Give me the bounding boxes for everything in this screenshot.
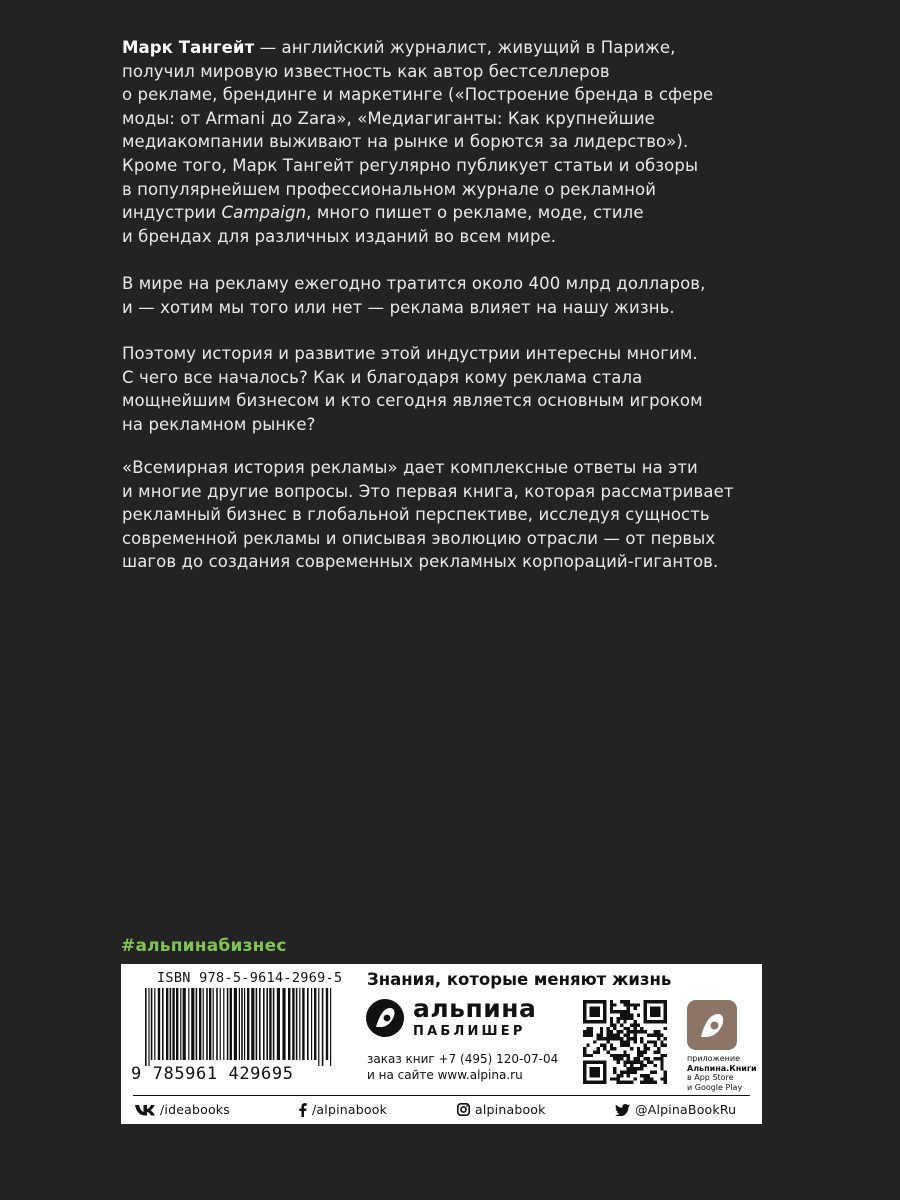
barcode-bar xyxy=(273,988,275,1060)
bio-line: получил мировую известность как автор бестселлеров xyxy=(122,61,610,81)
barcode xyxy=(133,988,343,1066)
alpina-logo-icon xyxy=(365,998,405,1038)
barcode-bar xyxy=(158,988,160,1060)
app-store-info xyxy=(687,1054,757,1092)
barcode-bar xyxy=(288,988,290,1060)
barcode-bar xyxy=(256,988,258,1060)
vk-icon xyxy=(135,1104,155,1116)
app-logo-icon xyxy=(687,1000,737,1050)
barcode-bar xyxy=(223,988,224,1060)
barcode-bar xyxy=(299,988,300,1060)
app-text-line: Альпина.Книги xyxy=(687,1063,757,1073)
text-line: современной рекламы и описывая эволюцию отрасли — от первых xyxy=(122,528,716,548)
barcode-bar xyxy=(148,988,149,1066)
barcode-bar xyxy=(183,988,186,1060)
barcode-bar xyxy=(296,988,298,1060)
barcode-bar xyxy=(199,988,201,1060)
barcode-bar xyxy=(206,988,208,1060)
magazine-name: Campaign xyxy=(221,203,307,223)
barcode-bar xyxy=(302,988,304,1060)
barcode-bar xyxy=(209,988,211,1060)
barcode-bar xyxy=(282,988,285,1060)
barcode-bar xyxy=(239,988,240,1060)
twitter-icon xyxy=(615,1104,630,1116)
bio-line: и брендах для различных изданий во всем мире. xyxy=(122,226,557,246)
back-cover-info-panel xyxy=(121,964,762,1124)
barcode-bar xyxy=(166,988,168,1060)
text-line: шагов до создания современных рекламных корпораций-гигантов. xyxy=(122,552,719,572)
barcode-bar xyxy=(180,988,181,1060)
paragraph-answers xyxy=(122,456,762,574)
social-handle: /alpinabook xyxy=(312,1102,388,1117)
barcode-bar xyxy=(230,988,232,1060)
barcode-bar xyxy=(213,988,214,1060)
barcode-bar xyxy=(191,988,194,1060)
barcode-bar xyxy=(266,988,268,1060)
barcode-bar xyxy=(322,988,324,1066)
barcode-bar xyxy=(151,988,153,1060)
barcode-bar xyxy=(241,988,243,1060)
barcode-bar xyxy=(269,988,271,1060)
barcode-bar xyxy=(311,988,312,1060)
text-line: мощнейшим бизнесом и кто сегодня является основным игроком xyxy=(122,391,703,411)
barcode-bar xyxy=(244,988,245,1060)
barcode-bar xyxy=(314,988,316,1060)
barcode-bar xyxy=(251,988,254,1060)
barcode-bar xyxy=(196,988,198,1060)
paragraph-spend xyxy=(122,272,762,319)
barcode-bar xyxy=(162,988,164,1060)
facebook-icon xyxy=(299,1103,307,1117)
instagram-icon xyxy=(457,1103,470,1116)
text-line: и — хотим мы того или нет — реклама влияет на нашу жизнь. xyxy=(122,297,675,317)
alpina-books-app-icon xyxy=(687,1000,737,1050)
text-line: С чего все началось? Как и благодаря кому реклама стала xyxy=(122,367,643,387)
barcode-bar xyxy=(292,988,294,1060)
barcode-bar xyxy=(259,988,261,1060)
barcode-bar xyxy=(227,988,229,1060)
barcode-bar xyxy=(326,988,328,1060)
slogan: Знания, которые меняют жизнь xyxy=(367,970,672,989)
text-line: «Всемирная история рекламы» дает комплексные ответы на эти xyxy=(122,458,698,477)
bio-line: медиакомпании выживают на рынке и борются за лидерство»). xyxy=(122,132,689,152)
social-handle: /ideabooks xyxy=(160,1102,230,1117)
bio-line: индустрии xyxy=(122,203,222,223)
bio-line: Кроме того, Марк Тангейт регулярно публикует статьи и обзоры xyxy=(122,155,699,175)
order-website: и на сайте www.alpina.ru xyxy=(367,1068,523,1082)
social-handle: alpinabook xyxy=(475,1102,546,1117)
barcode-bar xyxy=(176,988,178,1060)
bio-line: — английский журналист, живущий в Париже, xyxy=(254,38,676,57)
social-twitter[interactable] xyxy=(615,1102,736,1117)
divider xyxy=(133,1095,750,1096)
barcode-bar xyxy=(307,988,309,1060)
barcode-bar xyxy=(277,988,280,1060)
publisher-name: альпина xyxy=(413,994,537,1023)
barcode-bar xyxy=(330,988,331,1066)
bio-line: в популярнейшем профессиональном журнале о рекламной xyxy=(122,179,657,199)
app-text-line: и Google Play xyxy=(687,1082,743,1092)
text-line: В мире на рекламу ежегодно тратится около 400 млрд долларов, xyxy=(122,274,706,293)
bio-line: о рекламе, брендинге и маркетинге («Построение бренда в сфере xyxy=(122,85,714,105)
bio-line: , много пишет о рекламе, моде, стиле xyxy=(306,203,644,223)
social-facebook[interactable] xyxy=(299,1102,387,1117)
publisher-subtitle: ПАБЛИШЕР xyxy=(413,1024,526,1039)
barcode-bar xyxy=(188,988,189,1060)
barcode-bar xyxy=(263,988,265,1060)
ean-digits: 9 785961 429695 xyxy=(131,1064,294,1084)
text-line: рекламный бизнес в глобальной перспективе, исследуя сущность xyxy=(122,505,710,525)
barcode-bar xyxy=(203,988,204,1060)
barcode-bar xyxy=(145,988,147,1066)
barcode-bar xyxy=(154,988,155,1060)
barcode-bar xyxy=(247,988,249,1060)
text-line: Поэтому история и развитие этой индустрии интересны многим. xyxy=(122,344,698,363)
text-line: на рекламном рынке? xyxy=(122,414,316,434)
barcode-bar xyxy=(220,988,221,1060)
order-phone: заказ книг +7 (495) 120-07-04 xyxy=(367,1052,559,1066)
barcode-bar xyxy=(170,988,172,1060)
barcode-bar xyxy=(172,988,174,1060)
app-text-line: приложение xyxy=(687,1054,740,1063)
social-instagram[interactable] xyxy=(457,1102,546,1117)
app-text-line: в App Store xyxy=(687,1073,734,1082)
social-handle: @AlpinaBookRu xyxy=(635,1102,737,1117)
author-name: Марк Тангейт xyxy=(122,38,255,57)
barcode-bar xyxy=(234,988,237,1060)
text-line: и многие другие вопросы. Это первая книга, которая рассматривает xyxy=(122,481,734,501)
social-vk[interactable] xyxy=(135,1102,230,1117)
hashtag: #альпинабизнес xyxy=(121,936,287,956)
qr-code xyxy=(583,1000,667,1084)
bio-line: моды: от Armani до Zara», «Медиагиганты: Как крупнейшие xyxy=(122,108,655,128)
barcode-bar xyxy=(318,988,319,1066)
paragraph-history xyxy=(122,342,762,436)
barcode-bar xyxy=(216,988,218,1060)
author-bio xyxy=(122,36,762,248)
isbn-number: ISBN 978-5-9614-2969-5 xyxy=(157,970,343,986)
